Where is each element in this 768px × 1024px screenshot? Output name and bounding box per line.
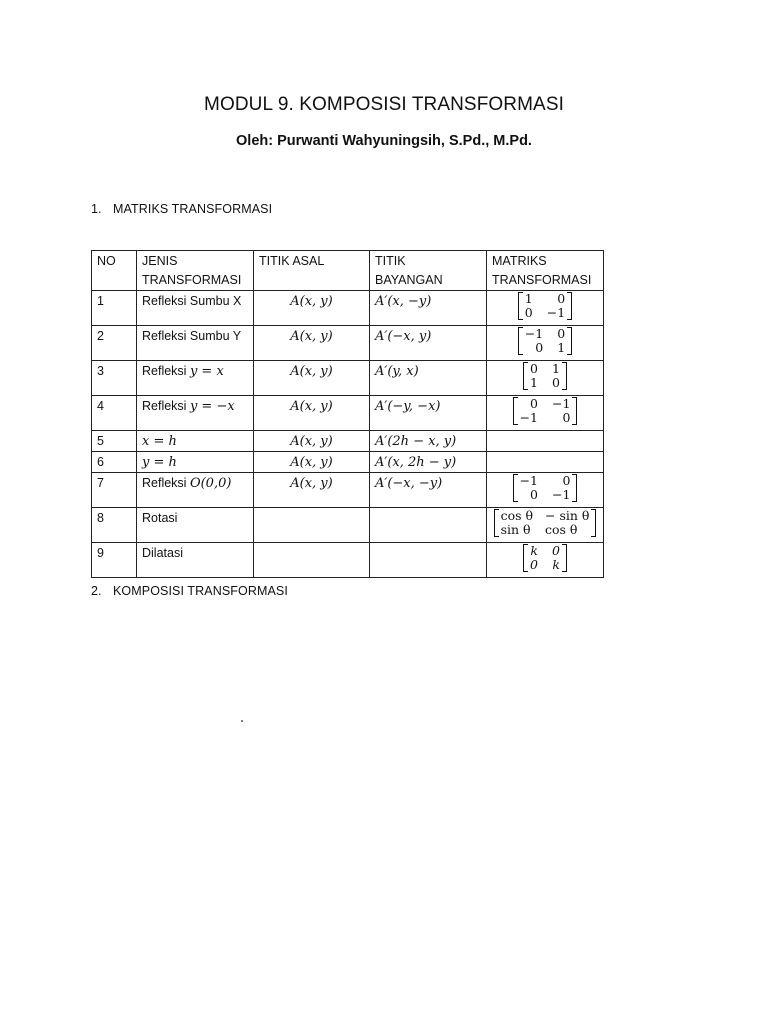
- cell-jenis: Refleksi Sumbu Y: [137, 326, 254, 361]
- cell-no: 4: [92, 396, 137, 431]
- cell-asal: [254, 508, 370, 543]
- cell-asal: A(x, y): [254, 291, 370, 326]
- matrix: 1 0 0 −1: [518, 292, 572, 320]
- cell-jenis: Refleksi y = x: [137, 361, 254, 396]
- cell-jenis: Rotasi: [137, 508, 254, 543]
- table-row: [92, 396, 604, 431]
- cell-asal: A(x, y): [254, 326, 370, 361]
- cell-no: 2: [92, 326, 137, 361]
- cell-jenis: Refleksi y = −x: [137, 396, 254, 431]
- cell-asal: A(x, y): [254, 431, 370, 452]
- cell-matrix: [487, 326, 604, 361]
- table-row: [92, 291, 604, 326]
- cell-asal: A(x, y): [254, 452, 370, 473]
- document-title: MODUL 9. KOMPOSISI TRANSFORMASI: [204, 94, 564, 115]
- cell-bayangan: [370, 543, 487, 578]
- cell-jenis: y = h: [137, 452, 254, 473]
- header-matriks: MATRIKS TRANSFORMASI: [487, 251, 604, 291]
- section-title: KOMPOSISI TRANSFORMASI: [113, 584, 288, 598]
- cell-matrix: [487, 452, 604, 473]
- cell-jenis: Refleksi Sumbu X: [137, 291, 254, 326]
- cell-bayangan: A′(x, −y): [370, 291, 487, 326]
- cell-matrix: [487, 291, 604, 326]
- stray-dot: [241, 720, 243, 722]
- header-titik-asal: TITIK ASAL: [254, 251, 370, 291]
- cell-no: 3: [92, 361, 137, 396]
- table-row: [92, 326, 604, 361]
- header-jenis: JENIS TRANSFORMASI: [137, 251, 254, 291]
- cell-no: 8: [92, 508, 137, 543]
- matrix: −1 0 0 1: [518, 327, 572, 355]
- cell-bayangan: A′(x, 2h − y): [370, 452, 487, 473]
- cell-jenis: Refleksi O(0,0): [137, 473, 254, 508]
- matrix: cos θ − sin θ sin θ cos θ: [494, 509, 597, 537]
- section-number: 1.: [91, 202, 102, 216]
- cell-matrix: [487, 396, 604, 431]
- cell-asal: A(x, y): [254, 396, 370, 431]
- table-row: [92, 473, 604, 508]
- cell-bayangan: [370, 508, 487, 543]
- section-heading-komposisi: [91, 584, 288, 598]
- section-heading-matriks: [91, 202, 272, 216]
- cell-matrix: [487, 431, 604, 452]
- cell-jenis: Dilatasi: [137, 543, 254, 578]
- cell-no: 9: [92, 543, 137, 578]
- cell-bayangan: A′(−x, −y): [370, 473, 487, 508]
- table-row: [92, 431, 604, 452]
- transformation-matrix-table: [91, 250, 604, 578]
- cell-matrix: [487, 543, 604, 578]
- table-header-row: [92, 251, 604, 291]
- cell-no: 5: [92, 431, 137, 452]
- header-titik-bayangan: TITIK BAYANGAN: [370, 251, 487, 291]
- cell-matrix: [487, 508, 604, 543]
- cell-bayangan: A′(−x, y): [370, 326, 487, 361]
- cell-no: 7: [92, 473, 137, 508]
- header-no: NO: [92, 251, 137, 291]
- matrix: 0 1 1 0: [523, 362, 567, 390]
- matrix: −1 0 0 −1: [513, 474, 578, 502]
- cell-bayangan: A′(2h − x, y): [370, 431, 487, 452]
- section-number: 2.: [91, 584, 102, 598]
- document-author: Oleh: Purwanti Wahyuningsih, S.Pd., M.Pd.: [236, 133, 532, 149]
- cell-no: 6: [92, 452, 137, 473]
- cell-asal: A(x, y): [254, 361, 370, 396]
- cell-matrix: [487, 361, 604, 396]
- cell-matrix: [487, 473, 604, 508]
- section-title: MATRIKS TRANSFORMASI: [113, 202, 273, 216]
- cell-no: 1: [92, 291, 137, 326]
- cell-asal: [254, 543, 370, 578]
- matrix: k 0 0 k: [523, 544, 567, 572]
- table-row: [92, 452, 604, 473]
- cell-asal: A(x, y): [254, 473, 370, 508]
- table-row: [92, 361, 604, 396]
- table-row: [92, 543, 604, 578]
- cell-bayangan: A′(−y, −x): [370, 396, 487, 431]
- table-row: [92, 508, 604, 543]
- cell-bayangan: A′(y, x): [370, 361, 487, 396]
- matrix: 0 −1 −1 0: [513, 397, 578, 425]
- cell-jenis: x = h: [137, 431, 254, 452]
